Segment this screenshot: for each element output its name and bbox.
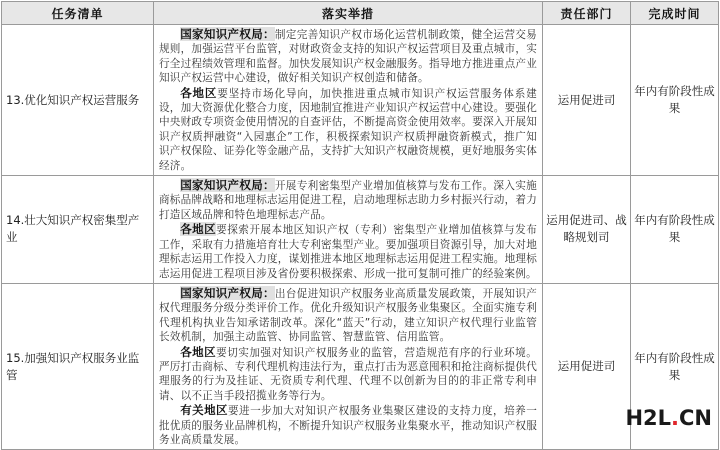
measure-paragraph xyxy=(159,27,537,86)
measure-lead: 各地区 xyxy=(180,85,218,100)
measure-text: 要切实加强对知识产权服务业的监管，营造规范有序的行业环境。严厉打击商标、专利代理机构违法行为，重点打击为恶意囤积和抢注商标提供代理服务的行为及挂证、无资质专利代理、代理不以创新为目的的非正常专利申请、以不正当手段招揽业务等行为。 xyxy=(159,346,537,402)
measure-text: 要坚持市场化导向，加快推进重点城市知识产权运营服务体系建设，加大资源优化整合力度，因地制宜推进产业知识产权运营中心建设。要强化中央财政专项资金使用情况的自查评估，不断提高资金使用效率。要深入开展知识产权质押融资“入园惠企”工作，积极探索知识产权质押融资新模式，推广知识产权保险、证券化等金融产品，支持扩大知识产权融资规模，更好地服务实体经济。 xyxy=(159,87,537,172)
measures-cell xyxy=(154,283,543,449)
time-cell: 年内有阶段性成果 xyxy=(631,25,719,176)
header-row xyxy=(2,2,719,25)
measure-lead: 有关地区 xyxy=(180,403,228,418)
measure-lead: 各地区 xyxy=(180,222,217,237)
table-row xyxy=(2,25,719,176)
measure-paragraph xyxy=(159,345,537,404)
dept-cell: 运用促进司、战略规划司 xyxy=(543,176,631,284)
header-measures: 落实举措 xyxy=(154,2,543,25)
task-cell: 13.优化知识产权运营服务 xyxy=(2,25,154,176)
header-dept: 责任部门 xyxy=(543,2,631,25)
measure-paragraph xyxy=(159,403,537,447)
table-row xyxy=(2,283,719,449)
header-task: 任务清单 xyxy=(2,2,154,25)
header-time: 完成时间 xyxy=(631,2,719,25)
watermark-dot: . xyxy=(671,406,679,430)
tasks-table xyxy=(1,1,719,450)
measure-text: 制定完善知识产权市场化运营机制政策，健全运营交易规则，加强运营平台监管，对财政资金支持的知识产权运营项目及重点城市，实行全过程绩效管理和监督。加快发展知识产权金融服务。指导地方推进重点产业知识产权运营中心建设，做好相关知识产权创造和储备。 xyxy=(159,29,537,85)
watermark-part: H2L xyxy=(625,406,672,430)
measure-text: 开展专利密集型产业增加值核算与发布工作。深入实施商标品牌战略和地理标志运用促进工程，启动地理标志助力乡村振兴行动，着力打造区域品牌和特色地理标志产品。 xyxy=(159,180,537,221)
measure-paragraph xyxy=(159,286,537,345)
dept-cell: 运用促进司 xyxy=(543,25,631,176)
task-cell: 15.加强知识产权服务业监管 xyxy=(2,283,154,449)
measure-text: 要探索开展本地区知识产权（专利）密集型产业增加值核算与发布工作，采取有力措施培育壮大专利密集型产业。要加强项目资源引导，加大对地理标志运用工作投入力度，谋划推进本地区地理标志运用促进工程实施。地理标志运用促进工程项目涉及省份要积极探索、形成一批可复制可推广的经验案例。 xyxy=(159,224,537,280)
measure-paragraph xyxy=(159,178,537,222)
measures-cell xyxy=(154,176,543,284)
measure-paragraph xyxy=(159,222,537,281)
time-cell: 年内有阶段性成果 xyxy=(631,176,719,284)
measure-lead: 国家知识产权局： xyxy=(180,27,275,41)
measure-lead: 国家知识产权局： xyxy=(180,178,275,193)
time-cell: 年内有阶段性成果 xyxy=(631,283,719,449)
measure-text: 出台促进知识产权服务业高质量发展政策，开展知识产权代理服务分级分类评价工作。优化升级知识产权服务业集聚区。全面实施专利代理机构执业告知承诺制改革。深化“蓝天”行动，建立知识产权代理行业监管长效机制，加强主动监管、协同监管、智慧监管、信用监管。 xyxy=(159,287,537,344)
watermark-logo xyxy=(625,406,712,430)
measure-lead: 各地区 xyxy=(180,344,217,359)
watermark-part: CN xyxy=(679,406,712,430)
measure-text: 要进一步加大对知识产权服务业集聚区建设的支持力度，培养一批优质的服务业品牌机构，不断提升知识产权服务业集聚水平，推动知识产权服务业高质量发展。 xyxy=(159,405,537,446)
measure-paragraph xyxy=(159,86,537,173)
table-row xyxy=(2,176,719,284)
measure-lead: 国家知识产权局： xyxy=(180,285,275,300)
dept-cell: 运用促进司 xyxy=(543,283,631,449)
task-cell: 14.壮大知识产权密集型产业 xyxy=(2,176,154,284)
measures-cell xyxy=(154,25,543,176)
